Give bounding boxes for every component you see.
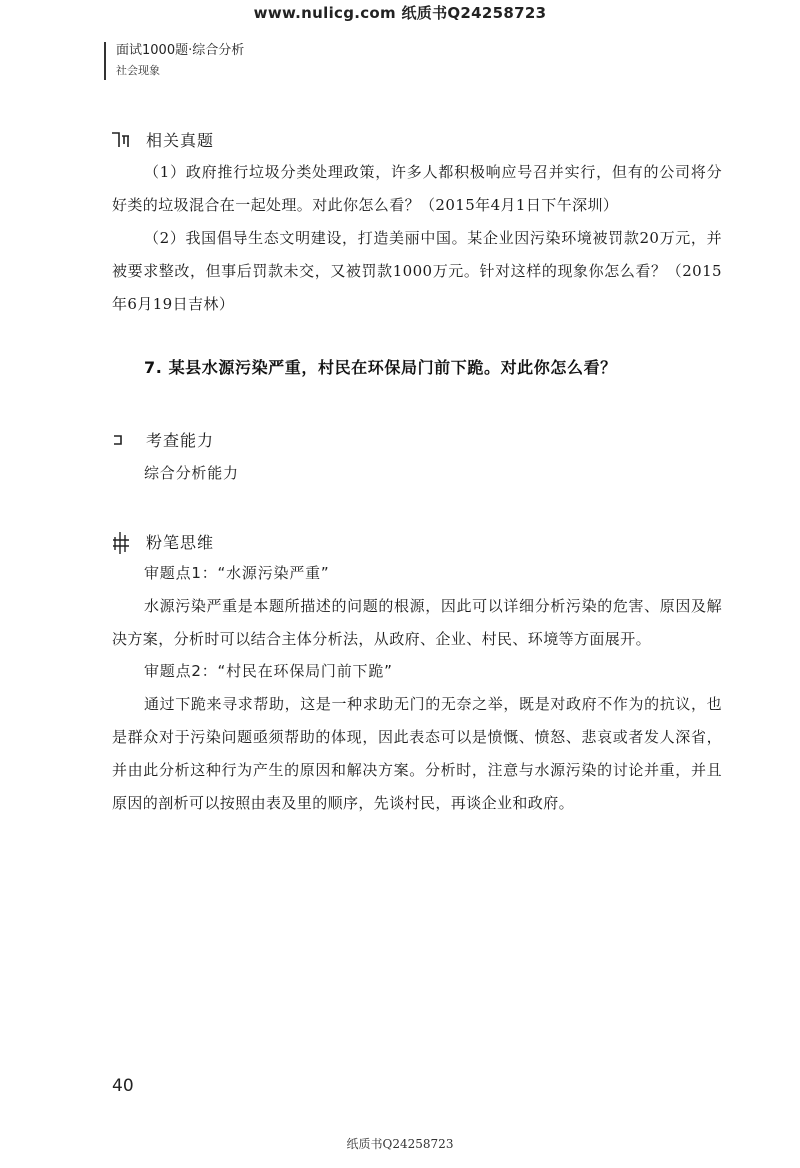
point-1-title: 审题点1：“水源污染严重”: [144, 564, 330, 582]
related-question-2: （2）我国倡导生态文明建设，打造美丽中国。某企业因污染环境被罚款20万元，并被要求整改，但事后罚款未交，又被罚款1000万元。针对这样的现象你怎么看？（2015年6月19日吉林）: [112, 229, 722, 313]
related-questions-label: 相关真题: [146, 131, 215, 150]
book-title: 面试1000题·综合分析: [116, 43, 245, 58]
top-watermark: www.nulicg.com 纸质书Q24258723: [253, 4, 547, 22]
bottom-watermark: 纸质书Q24258723: [346, 1137, 454, 1151]
point-1-text: 水源污染严重是本题所描述的问题的根源，因此可以详细分析污染的危害、原因及解决方案，分析时可以结合主体分析法，从政府、企业、村民、环境等方面展开。: [112, 597, 722, 648]
related-question-1: （1）政府推行垃圾分类处理政策，许多人都积极响应号召并实行，但有的公司将分好类的垃圾混合在一起处理。对此你怎么看？（2015年4月1日下午深圳）: [112, 163, 722, 214]
thinking-heading: [110, 530, 214, 553]
ability-square-icon: [110, 429, 132, 451]
running-head: [104, 42, 244, 80]
question-title: 7. 某县水源污染严重，村民在环保局门前下跪。对此你怎么看？: [144, 358, 617, 377]
point-2-title: 审题点2：“村民在环保局门前下跪”: [144, 662, 393, 680]
related-questions-heading: [110, 128, 214, 151]
page-number: 40: [112, 1076, 134, 1096]
chapter-title: 社会现象: [116, 64, 160, 77]
thinking-label: 粉笔思维: [146, 533, 215, 552]
ability-heading: [110, 428, 214, 451]
related-questions-icon: [110, 129, 132, 151]
ability-label: 考查能力: [146, 431, 215, 450]
chalk-thinking-icon: [110, 531, 132, 553]
point-2-text: 通过下跪来寻求帮助，这是一种求助无门的无奈之举，既是对政府不作为的抗议，也是群众对于污染问题亟须帮助的体现，因此表态可以是愤慨、愤怒、悲哀或者发人深省，并由此分析这种行为产生的原因和解决方案。分析时，注意与水源污染的讨论并重，并且原因的剖析可以按照由表及里的顺序，先谈村民，再谈企业和政府。: [112, 695, 722, 812]
ability-value: 综合分析能力: [144, 464, 239, 482]
